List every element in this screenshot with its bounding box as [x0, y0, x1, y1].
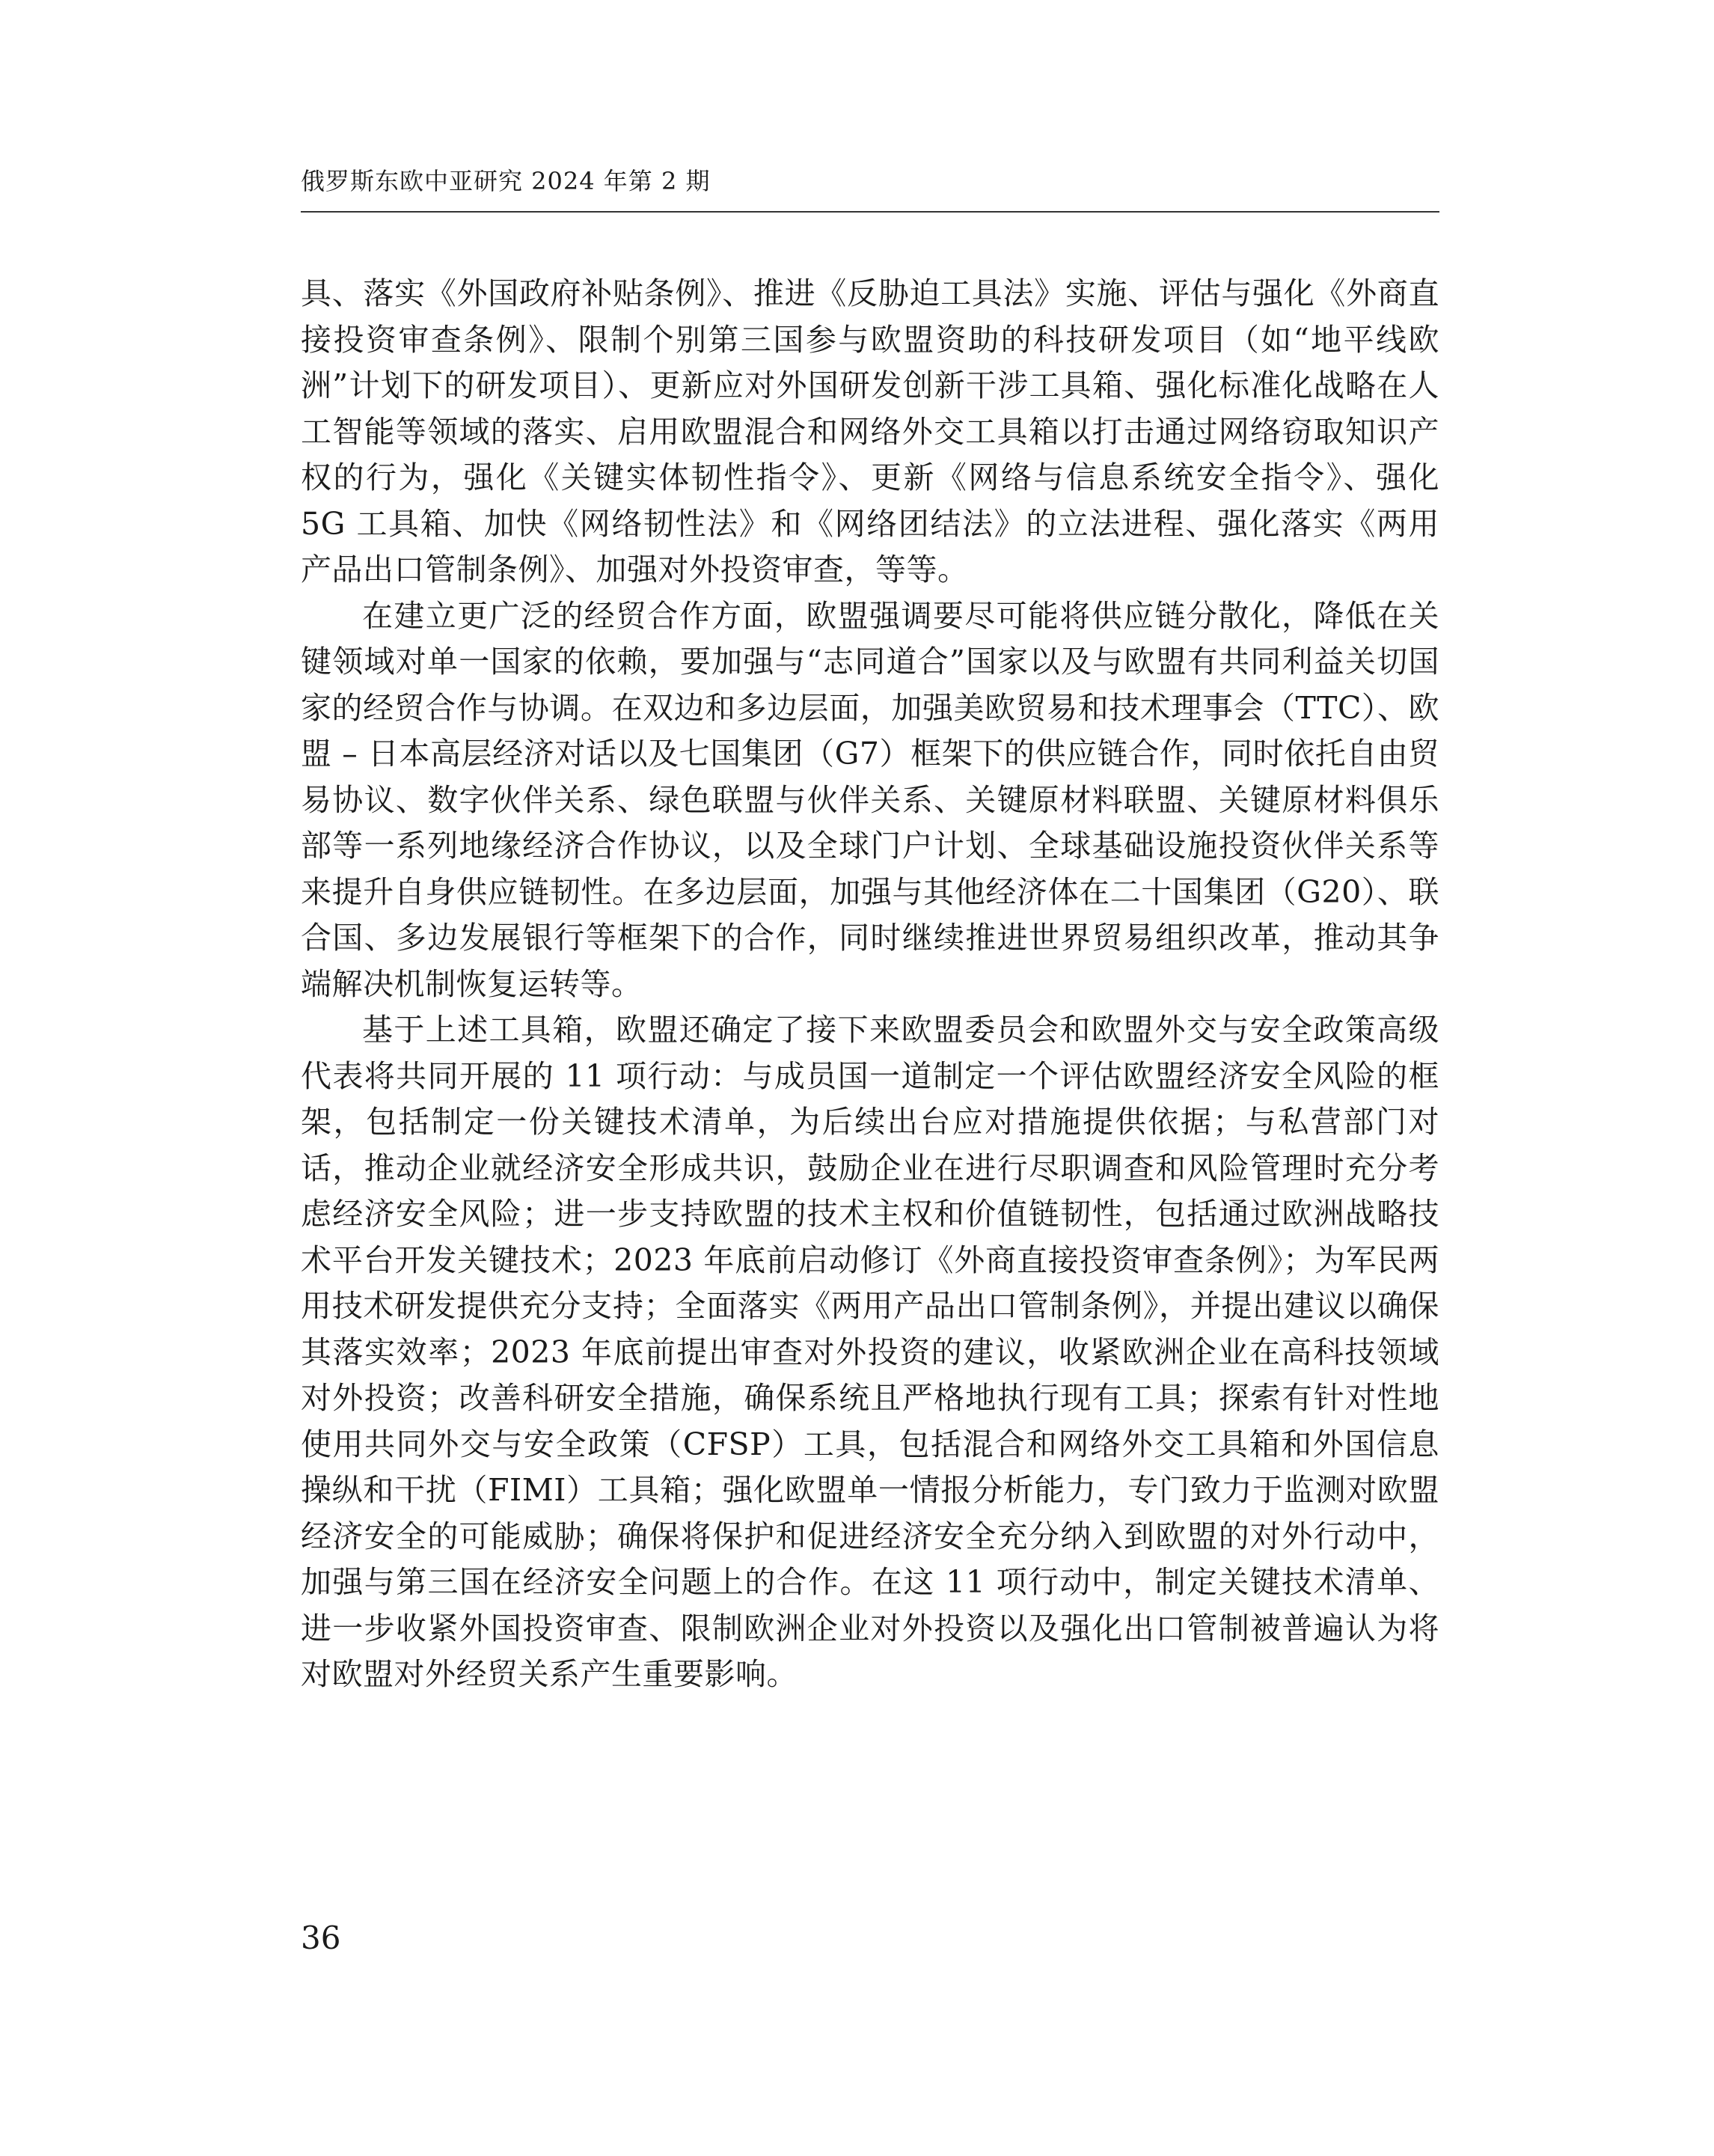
paragraph-continued: 具、落实《外国政府补贴条例》、推进《反胁迫工具法》实施、评估与强化《外商直接投资审查条例》、限制个别第三国参与欧盟资助的科技研发项目（如“地平线欧洲”计划下的研发项目）、更新应对外国研发创新干涉工具箱、强化标准化战略在人工智能等领域的落实、启用欧盟混合和网络外交工具箱以打击通过网络窃取知识产权的行为，强化《关键实体韧性指令》、更新《网络与信息系统安全指令》、强化 5G 工具箱、加快《网络韧性法》和《网络团结法》的立法进程、强化落实《两用产品出口管制条例》、加强对外投资审查，等等。	[301, 275, 1439, 587]
header-divider	[301, 211, 1439, 213]
running-header: 俄罗斯东欧中亚研究 2024 年第 2 期	[301, 167, 711, 195]
paragraph-trade-cooperation: 在建立更广泛的经贸合作方面，欧盟强调要尽可能将供应链分散化，降低在关键领域对单一国家的依赖，要加强与“志同道合”国家以及与欧盟有共同利益关切国家的经贸合作与协调。在双边和多边层面，加强美欧贸易和技术理事会（TTC）、欧盟 – 日本高层经济对话以及七国集团（G7）框架下的供应链合作，同时依托自由贸易协议、数字伙伴关系、绿色联盟与伙伴关系、关键原材料联盟、关键原材料俱乐部等一系列地缘经济合作协议，以及全球门户计划、全球基础设施投资伙伴关系等来提升自身供应链韧性。在多边层面，加强与其他经济体在二十国集团（G20）、联合国、多边发展银行等框架下的合作，同时继续推进世界贸易组织改革，推动其争端解决机制恢复运转等。	[301, 597, 1439, 1002]
paragraph-eleven-actions: 基于上述工具箱，欧盟还确定了接下来欧盟委员会和欧盟外交与安全政策高级代表将共同开展的 11 项行动：与成员国一道制定一个评估欧盟经济安全风险的框架，包括制定一份关键技术清单，为后续出台应对措施提供依据；与私营部门对话，推动企业就经济安全形成共识，鼓励企业在进行尽职调查和风险管理时充分考虑经济安全风险；进一步支持欧盟的技术主权和价值链韧性，包括通过欧洲战略技术平台开发关键技术；2023 年底前启动修订《外商直接投资审查条例》；为军民两用技术研发提供充分支持；全面落实《两用产品出口管制条例》，并提出建议以确保其落实效率；2023 年底前提出审查对外投资的建议，收紧欧洲企业在高科技领域对外投资；改善科研安全措施，确保系统且严格地执行现有工具；探索有针对性地使用共同外交与安全政策（CFSP）工具，包括混合和网络外交工具箱和外国信息操纵和干扰（FIMI）工具箱；强化欧盟单一情报分析能力，专门致力于监测对欧盟经济安全的可能威胁；确保将保护和促进经济安全充分纳入到欧盟的对外行动中，加强与第三国在经济安全问题上的合作。在这 11 项行动中，制定关键技术清单、进一步收紧外国投资审查、限制欧洲企业对外投资以及强化出口管制被普遍认为将对欧盟对外经贸关系产生重要影响。	[301, 1012, 1439, 1692]
article-body	[301, 271, 1439, 1698]
page-number: 36	[301, 1920, 341, 1956]
